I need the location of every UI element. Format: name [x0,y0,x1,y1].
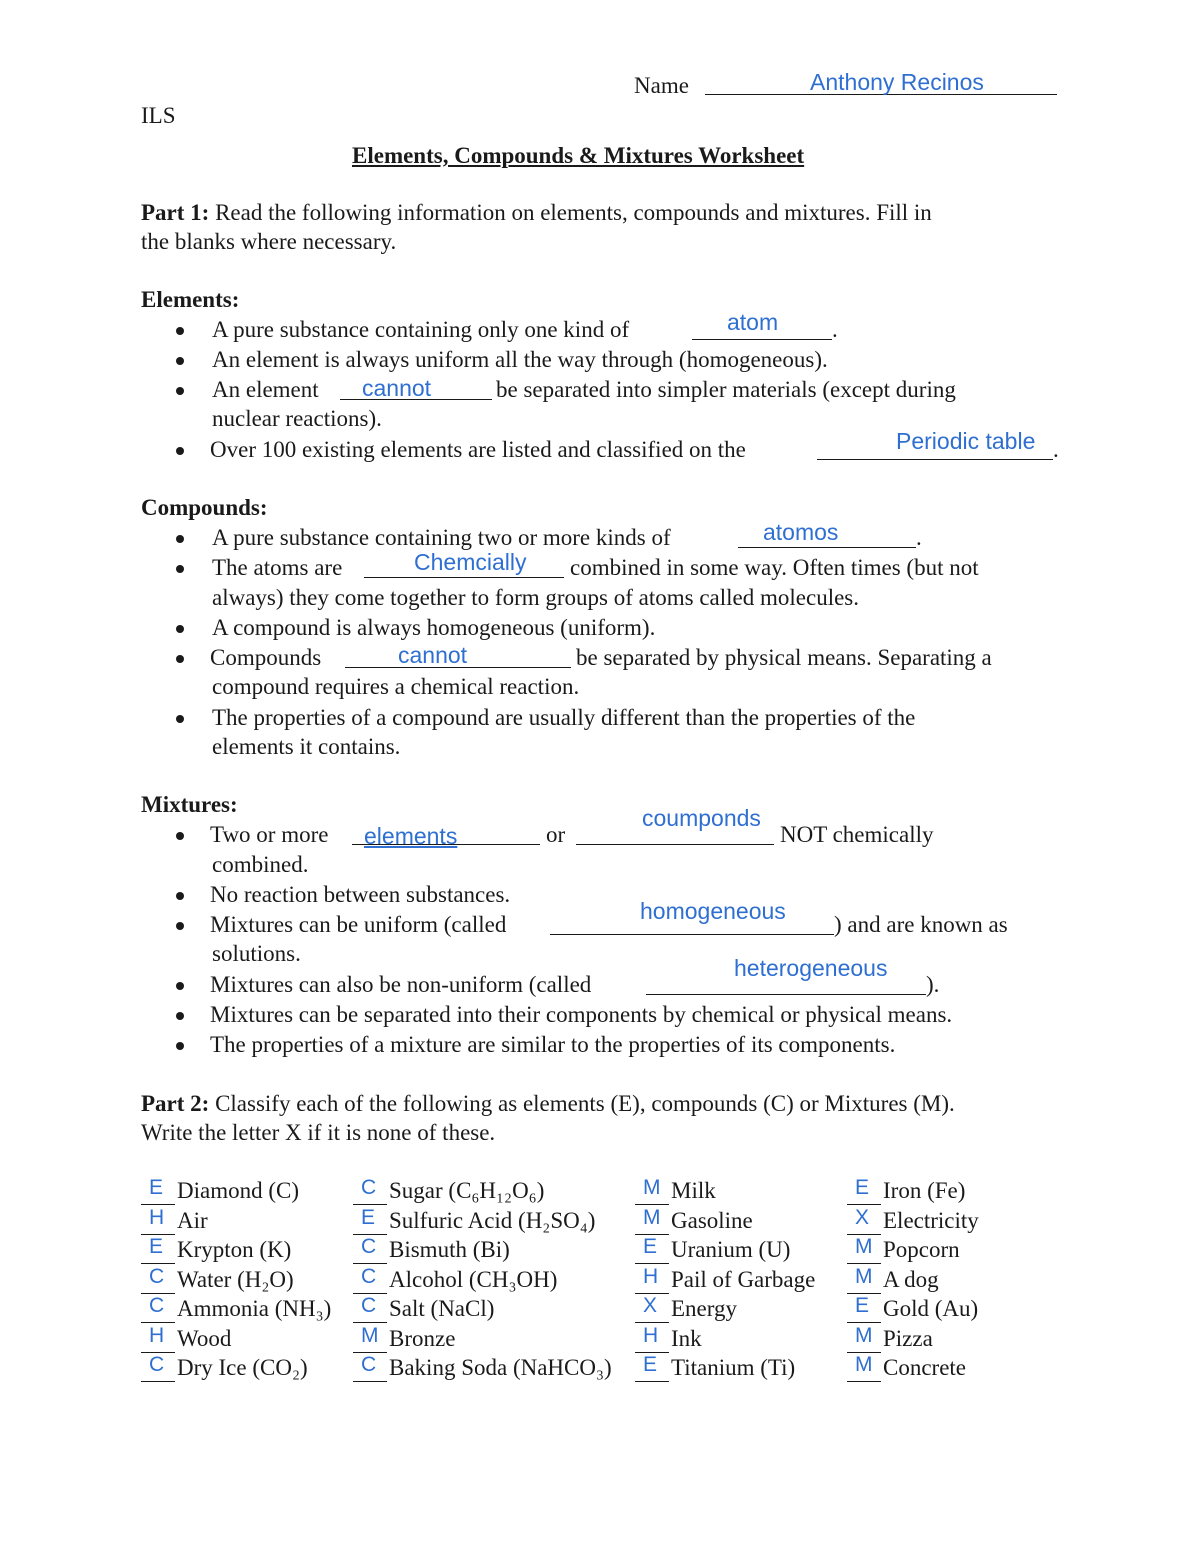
classification-item [141,1266,294,1294]
classification-item [847,1207,979,1235]
answer-blank[interactable] [847,1235,881,1264]
elements-b2-text: An element is always uniform all the way through (homogeneous). [212,347,828,372]
mixtures-b1-answer1[interactable]: elements [364,823,458,849]
answer-blank[interactable] [635,1294,669,1323]
answer-blank[interactable] [141,1323,175,1353]
item-label: Energy [671,1296,738,1321]
compounds-b2-blank [364,577,564,578]
answer-blank[interactable] [635,1353,669,1382]
bullet [176,715,184,723]
classification-item [353,1325,455,1353]
answer-blank[interactable] [353,1323,387,1353]
answer-letter: M [855,1235,873,1258]
answer-blank[interactable] [635,1323,669,1353]
classification-item [847,1325,933,1353]
elements-b3-text-b: be separated into simpler materials (except during [496,377,956,402]
compounds-b1-text: A pure substance containing two or more kinds of [212,525,671,550]
name-value[interactable]: Anthony Recinos [810,69,984,95]
answer-letter: H [149,1205,165,1229]
answer-blank[interactable] [353,1235,387,1264]
answer-blank[interactable] [353,1264,387,1294]
mixtures-b3-text-a: Mixtures can be uniform (called [210,912,507,937]
answer-blank[interactable] [635,1235,669,1264]
item-label: Ammonia (NH₃) [177,1296,332,1321]
item-label: Gold (Au) [883,1296,979,1321]
mixtures-b6-text: The properties of a mixture are similar to the properties of its components. [210,1032,896,1057]
compounds-b4-cont: compound requires a chemical reaction. [212,674,580,699]
compounds-b3-text: A compound is always homogeneous (uniform). [212,615,656,640]
compounds-b2-cont: always) they come together to form groups of atoms called molecules. [212,585,859,610]
bullet [176,1042,184,1050]
answer-blank[interactable] [635,1176,669,1205]
mixtures-b3-blank [550,934,834,935]
compounds-b2-text-a: The atoms are [212,555,343,580]
classification-item [353,1354,612,1382]
elements-b1-answer[interactable]: atom [727,309,779,335]
item-label: Sulfuric Acid (H₂SO₄) [389,1207,596,1233]
answer-blank[interactable] [847,1294,881,1323]
classification-item [353,1207,595,1235]
part1-instructions [141,199,932,227]
item-label: Gasoline [671,1207,753,1233]
answer-letter: C [361,1264,377,1288]
item-label: Dry Ice (CO₂) [177,1355,308,1380]
part2-instructions-line2: Write the letter X if it is none of these. [141,1120,496,1145]
bullet [176,327,184,335]
answer-letter: H [643,1323,659,1347]
item-label: Pail of Garbage [671,1266,816,1292]
classification-item [141,1207,208,1235]
answer-letter: X [643,1294,658,1317]
bullet [176,625,184,633]
answer-blank[interactable] [847,1205,881,1235]
bullet [176,982,184,990]
bullet [176,655,184,663]
answer-letter: H [149,1323,165,1347]
item-label: Bronze [389,1325,456,1351]
answer-letter: M [361,1323,379,1347]
mixtures-b3-cont: solutions. [212,941,301,966]
answer-letter: H [643,1264,659,1288]
mixtures-b1-answer2[interactable]: coumponds [642,805,761,831]
compounds-b4-answer[interactable]: cannot [398,642,468,668]
bullet [176,832,184,840]
answer-letter: E [643,1353,658,1376]
answer-blank[interactable] [353,1353,387,1382]
mixtures-b4-answer[interactable]: heterogeneous [734,955,888,981]
classification-item [141,1177,299,1205]
item-label: A dog [883,1266,939,1292]
answer-blank[interactable] [141,1264,175,1294]
item-label: Milk [671,1178,716,1203]
classification-item [847,1295,978,1323]
answer-letter: E [361,1205,376,1229]
mixtures-b5-text: Mixtures can be separated into their components by chemical or physical means. [210,1002,953,1027]
mixtures-b4-text-a: Mixtures can also be non-uniform (called [210,972,592,997]
answer-letter: E [855,1176,870,1199]
elements-b3-text-a: An element [212,377,319,402]
course-label: ILS [141,103,176,128]
elements-heading: Elements: [141,287,240,312]
bullet [176,447,184,455]
item-label: Bismuth (Bi) [389,1237,510,1262]
compounds-b5-text: The properties of a compound are usually different than the properties of the [212,705,916,730]
classification-item [635,1295,737,1323]
classification-item [635,1354,795,1382]
answer-letter: C [361,1176,377,1199]
answer-letter: C [361,1235,377,1258]
elements-b4-blank [817,459,1053,460]
compounds-b4-text-a: Compounds [210,645,322,670]
answer-letter: M [855,1264,873,1288]
elements-b4-answer[interactable]: Periodic table [896,428,1036,454]
classification-item [635,1207,753,1235]
classification-item [353,1295,494,1323]
mixtures-b2-text: No reaction between substances. [210,882,511,907]
part1-instructions-line1: Read the following information on elements, compounds and mixtures. Fill in [215,200,932,225]
compounds-b2-text-b: combined in some way. Often times (but not [570,555,979,580]
classification-item [635,1236,790,1264]
item-label: Electricity [883,1207,979,1233]
bullet [176,357,184,365]
answer-blank[interactable] [141,1353,175,1382]
answer-blank[interactable] [847,1176,881,1205]
answer-letter: E [855,1294,870,1317]
item-label: Titanium (Ti) [671,1355,796,1380]
bullet [176,387,184,395]
bullet [176,892,184,900]
item-label: Iron (Fe) [883,1178,966,1203]
compounds-b2-answer[interactable]: Chemcially [414,549,527,575]
classification-item [141,1325,231,1353]
item-label: Wood [177,1325,232,1351]
answer-letter: C [149,1264,165,1288]
mixtures-b1-text-c: NOT chemically [780,822,934,847]
answer-blank[interactable] [141,1176,175,1205]
bullet [176,535,184,543]
elements-b4-text: Over 100 existing elements are listed and classified on the [210,437,746,462]
classification-item [635,1177,716,1205]
mixtures-b1-blank2 [576,844,774,845]
mixtures-heading: Mixtures: [141,792,238,817]
answer-blank[interactable] [353,1176,387,1205]
item-label: Baking Soda (NaHCO₃) [389,1355,612,1380]
answer-blank[interactable] [141,1294,175,1323]
compounds-b5-cont: elements it contains. [212,734,401,759]
answer-blank[interactable] [141,1205,175,1235]
elements-b3-cont: nuclear reactions). [212,406,382,431]
part1-label: Part 1: [141,200,210,225]
classification-item [635,1325,702,1353]
answer-letter: M [643,1205,661,1229]
classification-item [847,1236,960,1264]
compounds-b1-end: . [916,525,922,550]
compounds-b1-answer[interactable]: atomos [763,519,839,545]
classification-item [353,1177,544,1205]
classification-item [847,1354,966,1382]
answer-letter: X [855,1205,870,1229]
compounds-b4-text-b: be separated by physical means. Separating a [576,645,992,670]
mixtures-b3-text-b: ) and are known as [834,912,1008,937]
answer-blank[interactable] [141,1235,175,1264]
name-label: Name [634,73,689,98]
answer-blank[interactable] [635,1264,669,1294]
bullet [176,1012,184,1020]
classification-item [847,1177,965,1205]
mixtures-b4-text-b: ). [926,972,940,997]
item-label: Water (H₂O) [177,1266,294,1292]
answer-letter: C [149,1353,165,1376]
bullet [176,565,184,573]
classification-item [353,1236,510,1264]
answer-blank[interactable] [353,1294,387,1323]
elements-b1-blank [692,339,832,340]
part1-instructions-line2: the blanks where necessary. [141,229,397,254]
answer-letter: M [643,1176,661,1199]
classification-item [353,1266,557,1294]
answer-letter: C [361,1294,377,1317]
mixtures-b1-text-b: or [546,822,566,847]
mixtures-b1-text-a: Two or more [210,822,329,847]
classification-item [141,1236,291,1264]
item-label: Pizza [883,1325,933,1351]
item-label: Uranium (U) [671,1237,791,1262]
answer-letter: M [855,1323,873,1347]
elements-b1-text: A pure substance containing only one kind of [212,317,630,342]
item-label: Sugar (C₆H₁₂O₆) [389,1178,545,1203]
part2-label: Part 2: [141,1091,210,1116]
item-label: Popcorn [883,1237,960,1262]
classification-item [141,1295,331,1323]
answer-letter: C [361,1353,377,1376]
compounds-b1-blank [738,547,916,548]
answer-blank[interactable] [847,1323,881,1353]
answer-letter: E [643,1235,658,1258]
classification-item [141,1354,308,1382]
mixtures-b1-cont: combined. [212,852,309,877]
mixtures-b4-blank [646,994,926,995]
answer-blank[interactable] [847,1264,881,1294]
bullet [176,922,184,930]
elements-b4-end: . [1053,437,1059,462]
answer-letter: M [855,1353,873,1376]
elements-b3-answer[interactable]: cannot [362,375,432,401]
answer-letter: C [149,1294,165,1317]
part2-instructions-line1: Classify each of the following as elements (E), compounds (C) or Mixtures (M). [215,1091,955,1116]
item-label: Concrete [883,1355,967,1380]
answer-letter: E [149,1235,164,1258]
answer-blank[interactable] [635,1205,669,1235]
part2-instructions [141,1090,955,1118]
item-label: Krypton (K) [177,1237,292,1262]
compounds-heading: Compounds: [141,495,268,520]
classification-item [635,1266,815,1294]
elements-b1-end: . [832,317,838,342]
item-label: Salt (NaCl) [389,1296,495,1321]
answer-blank[interactable] [847,1353,881,1382]
answer-blank[interactable] [353,1205,387,1235]
classification-item [847,1266,939,1294]
answer-letter: E [149,1176,164,1199]
item-label: Ink [671,1325,702,1351]
item-label: Air [177,1207,208,1233]
mixtures-b3-answer[interactable]: homogeneous [640,898,786,924]
item-label: Diamond (C) [177,1178,300,1203]
page-title: Elements, Compounds & Mixtures Worksheet [352,143,805,168]
item-label: Alcohol (CH₃OH) [389,1266,558,1292]
